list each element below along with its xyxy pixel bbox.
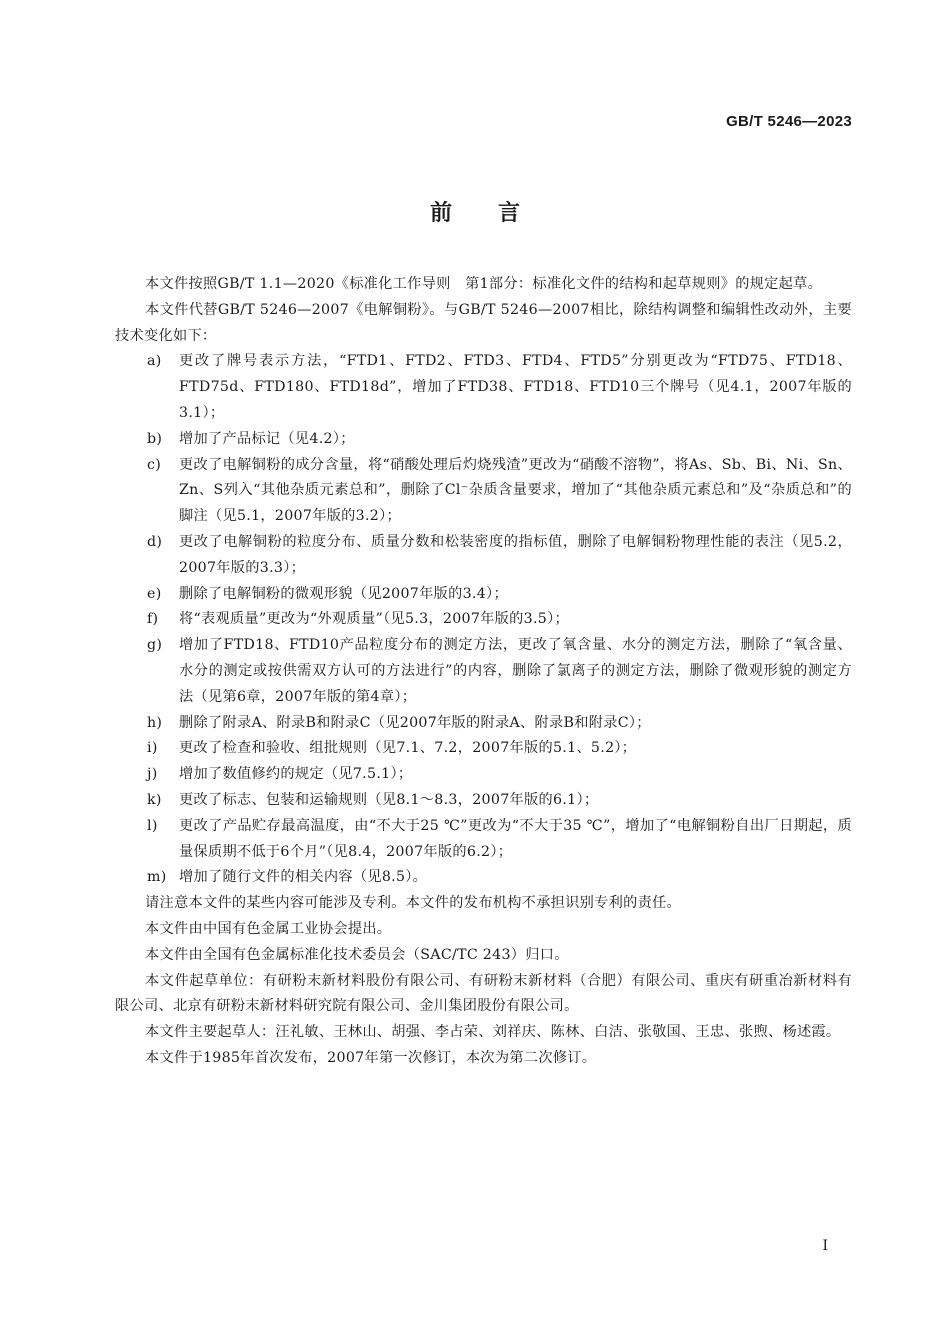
- list-item-label: b): [147, 430, 163, 447]
- list-item-label: e): [147, 585, 162, 602]
- drafters: 本文件主要起草人：汪礼敏、王林山、胡强、李占荣、刘祥庆、陈林、白洁、张敬国、王忠、张煦、杨述霞。: [145, 1024, 841, 1041]
- list-item-text: 增加了产品标记（见4.2）；: [179, 430, 355, 447]
- list-item: [115, 607, 852, 633]
- list-item: [115, 762, 852, 788]
- list-item-text: 更改了电解铜粉的粒度分布、质量分数和松装密度的指标值，删除了电解铜粉物理性能的表注（见5.2，2007年版的3.3）；: [179, 533, 852, 576]
- list-item-text: 删除了附录A、附录B和附录C（见2007年版的附录A、附录B和附录C）；: [179, 714, 651, 731]
- foreword-body: [115, 272, 852, 1072]
- list-item-label: d): [147, 533, 163, 550]
- list-item-text: 增加了随行文件的相关内容（见8.5）。: [179, 869, 428, 886]
- list-item: [115, 736, 852, 762]
- list-item-text: 更改了标志、包装和运输规则（见8.1～8.3，2007年版的6.1）；: [179, 791, 599, 808]
- list-item-label: g): [147, 637, 163, 654]
- list-item-text: 更改了牌号表示方法，“FTD1、FTD2、FTD3、FTD4、FTD5”分别更改为“FTD75、FTD18、FTD75d、FTD180、FTD18d”，增加了FTD38、FTD18、FTD10三个牌号（见4.1，2007年版的3.1）；: [179, 353, 852, 421]
- list-item-label: k): [147, 791, 162, 808]
- list-item-text: 将“表观质量”更改为“外观质量”（见5.3，2007年版的3.5）；: [179, 611, 569, 628]
- list-item: [115, 633, 852, 710]
- list-item: [115, 530, 852, 582]
- list-item-label: a): [147, 353, 162, 370]
- list-item-label: f): [147, 611, 159, 628]
- list-item-label: j): [147, 766, 158, 783]
- committee-statement: 本文件由全国有色金属标准化技术委员会（SAC/TC 243）归口。: [145, 946, 569, 963]
- intro-paragraph: 本文件代替GB/T 5246—2007《电解铜粉》。与GB/T 5246—2007相比，除结构调整和编辑性改动外，主要技术变化如下：: [115, 301, 852, 344]
- list-item: [115, 788, 852, 814]
- list-item: [115, 582, 852, 608]
- publication-history: 本文件于1985年首次发布，2007年第一次修订，本次为第二次修订。: [145, 1049, 597, 1066]
- list-item: [115, 711, 852, 737]
- list-item-label: h): [147, 714, 163, 731]
- list-item-label: m): [147, 869, 167, 886]
- list-item: [115, 453, 852, 530]
- standard-code: GB/T 5246—2023: [726, 113, 852, 130]
- patent-notice: 请注意本文件的某些内容可能涉及专利。本文件的发布机构不承担识别专利的责任。: [145, 895, 682, 912]
- list-item-text: 增加了FTD18、FTD10产品粒度分布的测定方法，更改了氧含量、水分的测定方法，删除了“氧含量、水分的测定或按供需双方认可的方法进行”的内容，删除了氯离子的测定方法，删除了微观形貌的测定方法（见第6章，2007年版的第4章）；: [179, 637, 852, 705]
- list-item-label: i): [147, 740, 158, 757]
- list-item-text: 更改了检查和验收、组批规则（见7.1、7.2，2007年版的5.1、5.2）；: [179, 740, 637, 757]
- list-item-label: l): [147, 817, 158, 834]
- list-item-text: 增加了数值修约的规定（见7.5.1）；: [179, 766, 413, 783]
- list-item: [115, 865, 852, 891]
- drafting-units: 本文件起草单位：有研粉末新材料股份有限公司、有研粉末新材料（合肥）有限公司、重庆有研重冶新材料有限公司、北京有研粉末新材料研究院有限公司、金川集团股份有限公司。: [115, 972, 852, 1015]
- list-item-label: c): [147, 456, 162, 473]
- list-item: [115, 349, 852, 426]
- list-item-text: 更改了产品贮存最高温度，由“不大于25 ℃”更改为“不大于35 ℃”，增加了“电解铜粉自出厂日期起，质量保质期不低于6个月”（见8.4，2007年版的6.2）；: [179, 817, 852, 860]
- list-item: [115, 427, 852, 453]
- page-number: I: [822, 1238, 828, 1254]
- list-item: [115, 814, 852, 866]
- proposer-statement: 本文件由中国有色金属工业协会提出。: [145, 920, 392, 937]
- intro-paragraph: 本文件按照GB/T 1.1—2020《标准化工作导则 第1部分：标准化文件的结构和起草规则》的规定起草。: [145, 276, 823, 292]
- list-item-text: 更改了电解铜粉的成分含量，将“硝酸处理后灼烧残渣”更改为“硝酸不溶物”，将As、Sb、Bi、Ni、Sn、Zn、S列入“其他杂质元素总和”，删除了Cl⁻杂质含量要求，增加了“其他杂质元素总和”及“杂质总和”的脚注（见5.1，2007年版的3.2）；: [179, 456, 852, 525]
- changes-list: [115, 349, 852, 891]
- list-item-text: 删除了电解铜粉的微观形貌（见2007年版的3.4）；: [179, 585, 508, 602]
- page-title: 前言: [429, 201, 566, 226]
